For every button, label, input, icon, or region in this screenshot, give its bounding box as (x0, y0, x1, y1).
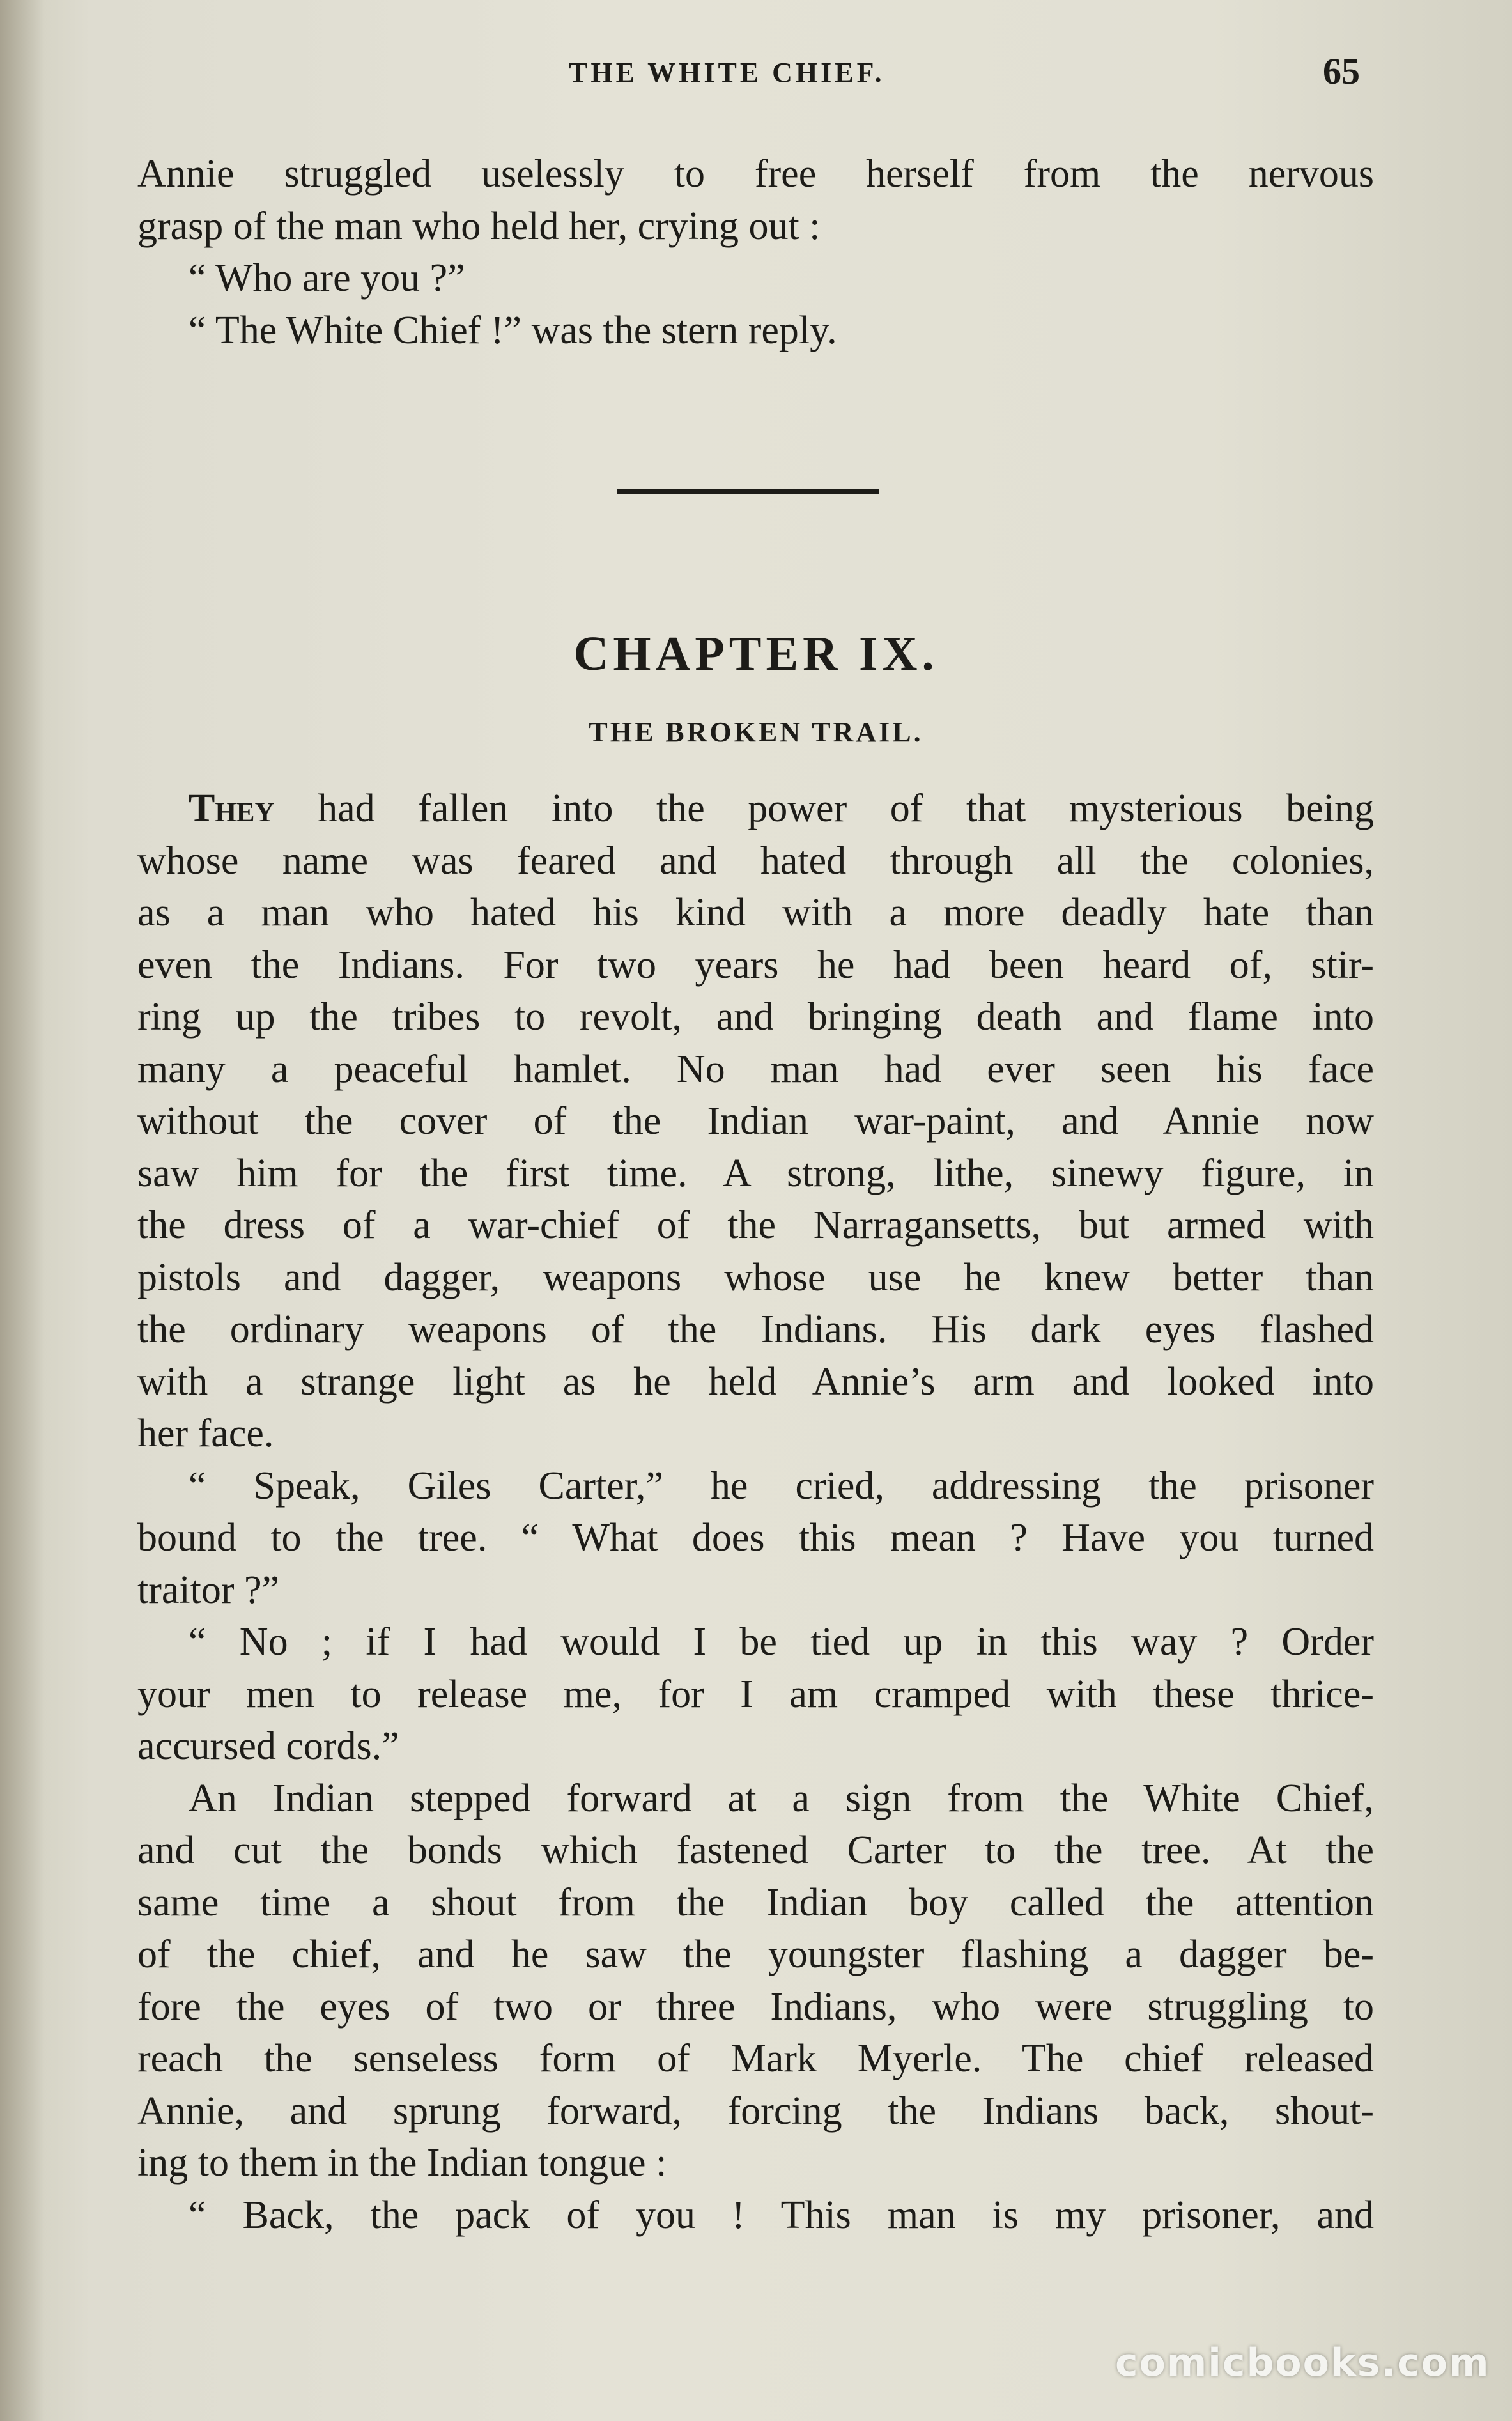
text-line: saw him for the first time. A strong, lithe, sinewy figure, in (137, 1151, 1374, 1195)
text-line: as a man who hated his kind with a more deadly hate than (137, 891, 1374, 934)
text-line: “ Who are you ?” (189, 256, 465, 300)
text-line: “ Back, the pack of you ! This man is my prisoner, and (189, 2193, 1374, 2237)
top-paragraph (137, 148, 1374, 357)
text-line (137, 783, 1374, 835)
text-line: the dress of a war-chief of the Narragansetts, but armed with (137, 1203, 1374, 1247)
page-gutter-shadow (0, 0, 45, 2421)
text-line: Annie struggled uselessly to free herself from the nervous (137, 152, 1374, 196)
section-divider (617, 489, 879, 494)
text-line: of the chief, and he saw the youngster flashing a dagger be- (137, 1933, 1374, 1976)
watermark: comicbooks.com (1115, 2340, 1490, 2385)
chapter-body (137, 783, 1374, 2241)
text-line: your men to release me, for I am cramped with these thrice- (137, 1672, 1374, 1716)
chapter-subtitle: THE BROKEN TRAIL. (589, 716, 923, 748)
text-line: accursed cords.” (137, 1724, 399, 1768)
chapter-title: CHAPTER IX. (573, 627, 939, 681)
text-line: fore the eyes of two or three Indians, who were struggling to (137, 1984, 1374, 2029)
text-line: pistols and dagger, weapons whose use he knew better than (137, 1255, 1374, 1299)
text-line: many a peaceful hamlet. No man had ever seen his face (137, 1047, 1374, 1091)
text-line: Annie, and sprung forward, forcing the Indians back, shout- (137, 2089, 1374, 2133)
text-line: without the cover of the Indian war-paint, and Annie now (137, 1099, 1374, 1143)
text-line: and cut the bonds which fastened Carter to the tree. At the (137, 1829, 1374, 1872)
text-line: same time a shout from the Indian boy called the attention (137, 1880, 1374, 1924)
text-line: reach the senseless form of Mark Myerle. The chief released (137, 2037, 1374, 2080)
text-line: ing to them in the Indian tongue : (137, 2141, 667, 2185)
drop-word: They (189, 787, 275, 830)
text-line: traitor ?” (137, 1568, 280, 1612)
text-line: “ Speak, Giles Carter,” he cried, addressing the prisoner (189, 1464, 1374, 1508)
running-head: THE WHITE CHIEF. (569, 57, 885, 88)
text-line: her face. (137, 1412, 274, 1455)
text-line: whose name was feared and hated through all the colonies, (137, 839, 1374, 883)
text-line: grasp of the man who held her, crying out : (137, 204, 821, 248)
text-line: with a strange light as he held Annie’s arm and looked into (137, 1359, 1374, 1404)
first-line-text: had fallen into the power of that mysterious being (274, 787, 1374, 830)
text-line: “ The White Chief !” was the stern reply. (189, 308, 837, 352)
page-number: 65 (1323, 50, 1360, 92)
text-line: ring up the tribes to revolt, and bringing death and flame into (137, 995, 1374, 1039)
text-line: bound to the tree. “ What does this mean ? Have you turned (137, 1516, 1374, 1559)
text-line: the ordinary weapons of the Indians. His dark eyes flashed (137, 1308, 1374, 1351)
text-line: “ No ; if I had would I be tied up in this way ? Order (189, 1620, 1374, 1664)
text-line: even the Indians. For two years he had been heard of, stir- (137, 943, 1374, 987)
text-line: An Indian stepped forward at a sign from the White Chief, (189, 1776, 1374, 1820)
